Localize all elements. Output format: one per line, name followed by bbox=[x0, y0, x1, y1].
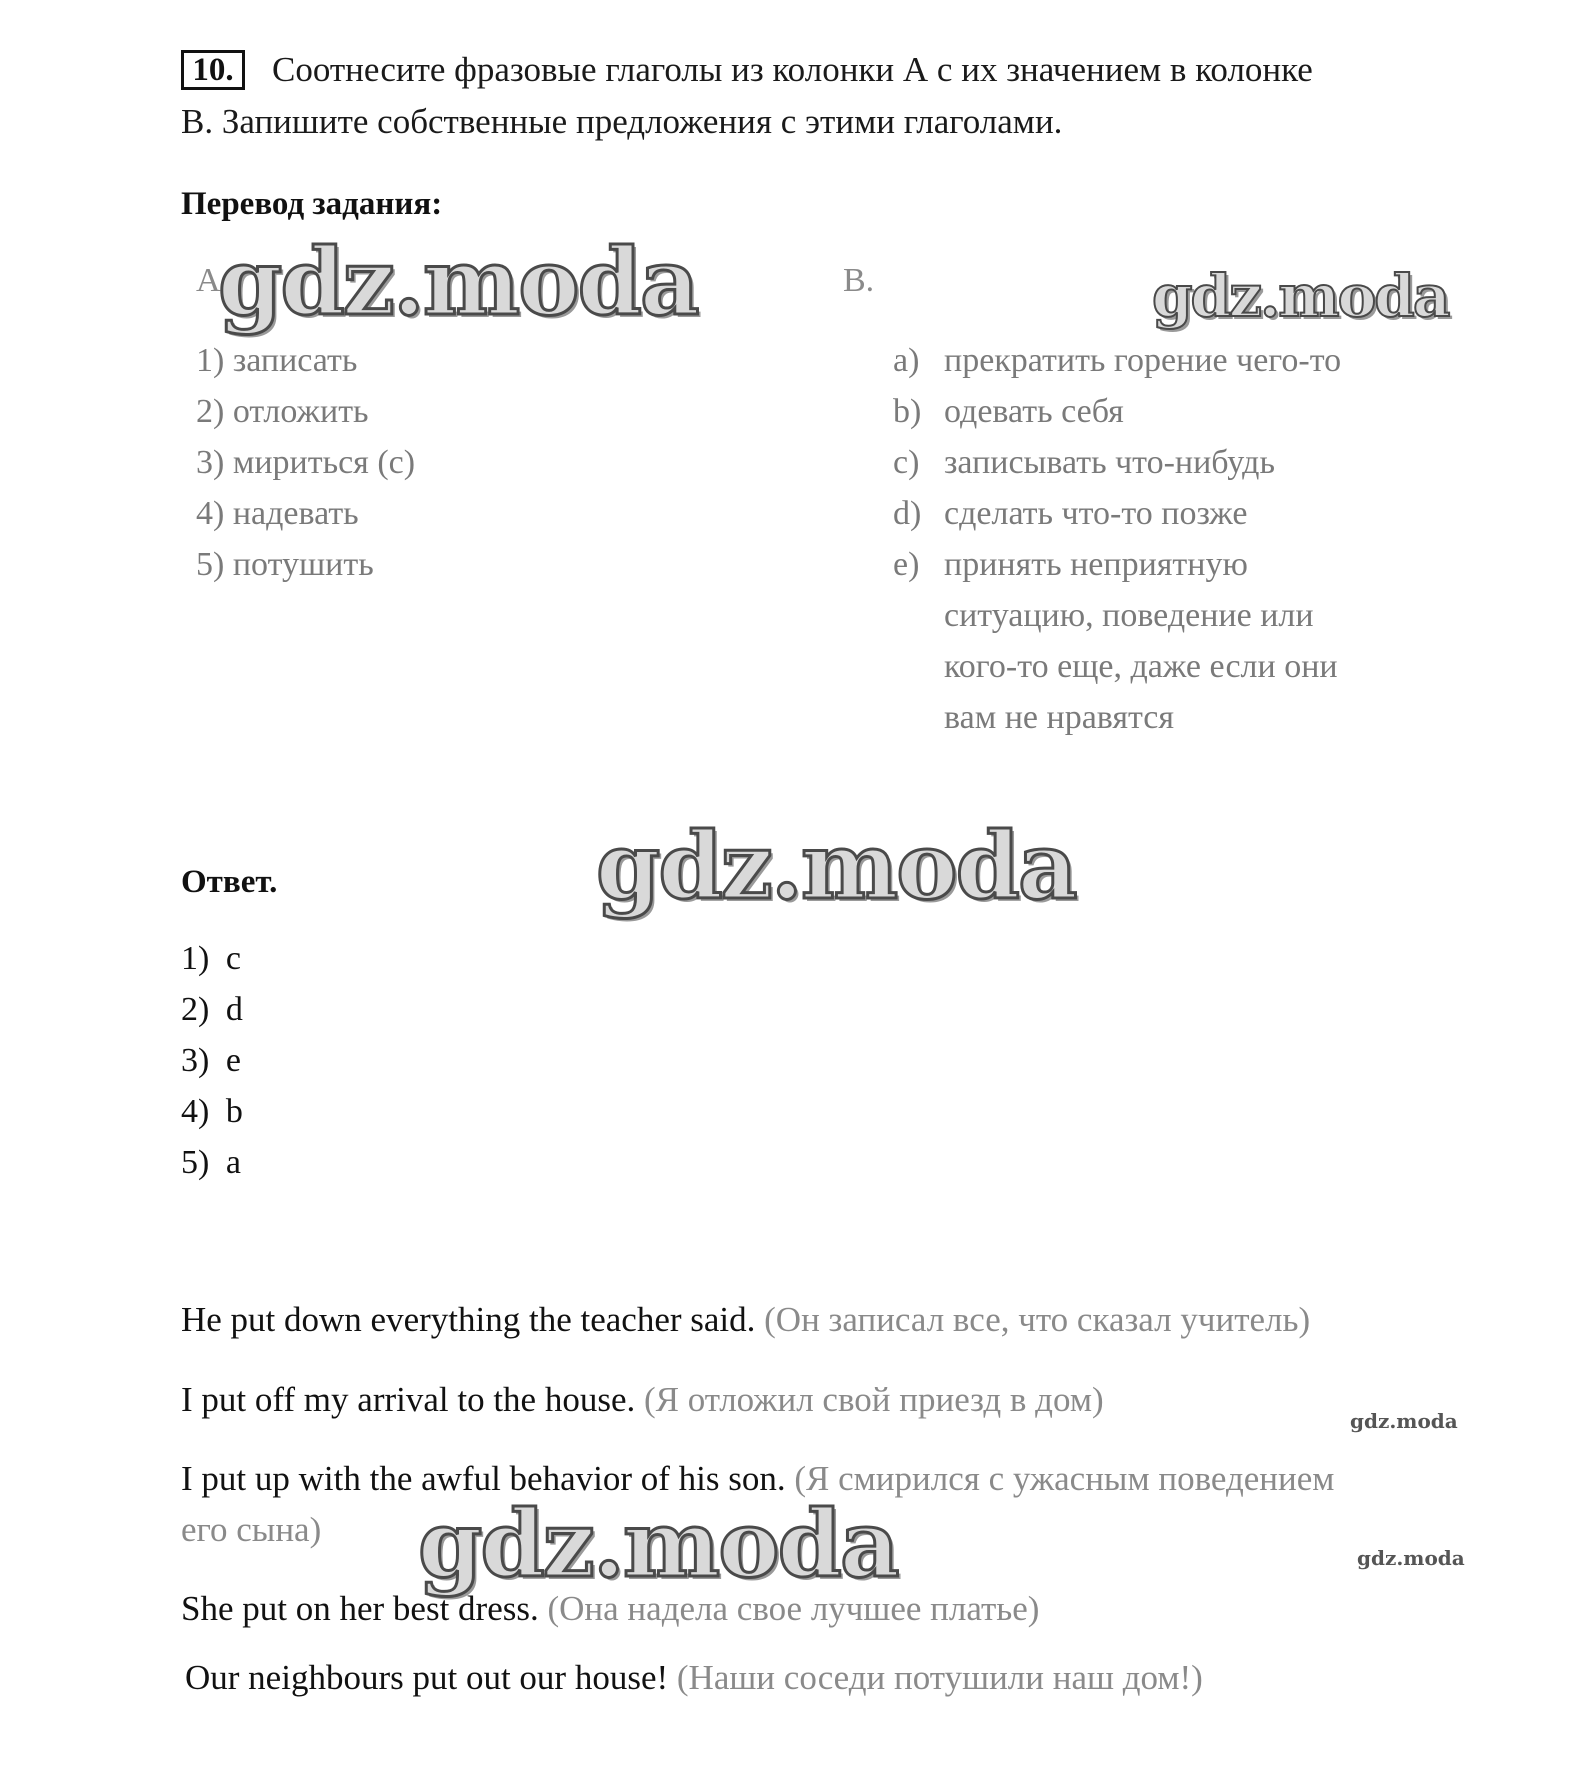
column-a-item: 4) надевать bbox=[196, 495, 359, 532]
answer-item: 3) e bbox=[181, 1042, 241, 1079]
example-sentence bbox=[181, 1300, 1310, 1340]
sentence-translation: (Наши соседи потушили наш дом!) bbox=[676, 1658, 1203, 1697]
sentence-translation: (Она надела свое лучшее платье) bbox=[547, 1589, 1040, 1628]
watermark: gdz.moda bbox=[1357, 1546, 1465, 1570]
column-b-text: записывать что-нибудь bbox=[944, 444, 1275, 481]
column-b-text-continued: вам не нравятся bbox=[944, 699, 1175, 736]
column-a-item: 5) потушить bbox=[196, 546, 374, 583]
column-b-letter: b) bbox=[893, 393, 922, 430]
column-b-text: одевать себя bbox=[944, 393, 1124, 430]
watermark: gdz.moda bbox=[418, 1490, 898, 1598]
sentence-translation: (Я смирился с ужасным поведением bbox=[794, 1459, 1335, 1498]
watermark: gdz.moda bbox=[1350, 1409, 1458, 1433]
answer-item: 5) a bbox=[181, 1144, 241, 1181]
answer-item: 1) c bbox=[181, 940, 241, 977]
answer-item: 2) d bbox=[181, 991, 243, 1028]
answer-heading: Ответ. bbox=[181, 864, 278, 900]
column-b-letter: d) bbox=[893, 495, 922, 532]
task-text-line-1: Соотнесите фразовые глаголы из колонки А с их значением в колонке bbox=[272, 50, 1313, 89]
column-b-text: сделать что-то позже bbox=[944, 495, 1248, 532]
column-a-item: 1) записать bbox=[196, 342, 358, 379]
sentence-translation: (Я отложил свой приезд в дом) bbox=[644, 1380, 1104, 1419]
translation-heading: Перевод задания: bbox=[181, 186, 443, 222]
example-sentence bbox=[181, 1380, 1104, 1420]
sentence-english: I put off my arrival to the house. bbox=[181, 1380, 636, 1419]
column-b-letter: c) bbox=[893, 444, 920, 481]
watermark: gdz.moda bbox=[1152, 262, 1449, 330]
column-a-label: A bbox=[196, 262, 221, 299]
sentence-english: He put down everything the teacher said. bbox=[181, 1300, 756, 1339]
watermark: gdz.moda bbox=[218, 228, 698, 336]
column-b-label: B. bbox=[843, 262, 875, 299]
sentence-english: She put on her best dress. bbox=[181, 1589, 539, 1628]
sentence-english: I put up with the awful behavior of his son. bbox=[181, 1459, 786, 1498]
watermark: gdz.moda bbox=[596, 812, 1076, 920]
column-b-text: прекратить горение чего-то bbox=[944, 342, 1342, 379]
task-text-line-2: В. Запишите собственные предложения с этими глаголами. bbox=[181, 102, 1063, 141]
column-b-letter: e) bbox=[893, 546, 920, 583]
sentence-translation: (Он записал все, что сказал учитель) bbox=[764, 1300, 1311, 1339]
column-b-text-continued: кого-то еще, даже если они bbox=[944, 648, 1338, 685]
sentence-english: Our neighbours put out our house! bbox=[185, 1658, 669, 1697]
task-number: 10. bbox=[181, 50, 245, 90]
sentence-translation-continued: его сына) bbox=[181, 1510, 322, 1549]
column-b-text: принять неприятную bbox=[944, 546, 1248, 583]
column-b-letter: a) bbox=[893, 342, 920, 379]
answer-item: 4) b bbox=[181, 1093, 243, 1130]
example-sentence bbox=[185, 1658, 1203, 1698]
column-a-item: 3) мириться (с) bbox=[196, 444, 416, 481]
column-a-item: 2) отложить bbox=[196, 393, 369, 430]
example-sentence-continued bbox=[181, 1510, 321, 1550]
column-b-text-continued: ситуацию, поведение или bbox=[944, 597, 1314, 634]
